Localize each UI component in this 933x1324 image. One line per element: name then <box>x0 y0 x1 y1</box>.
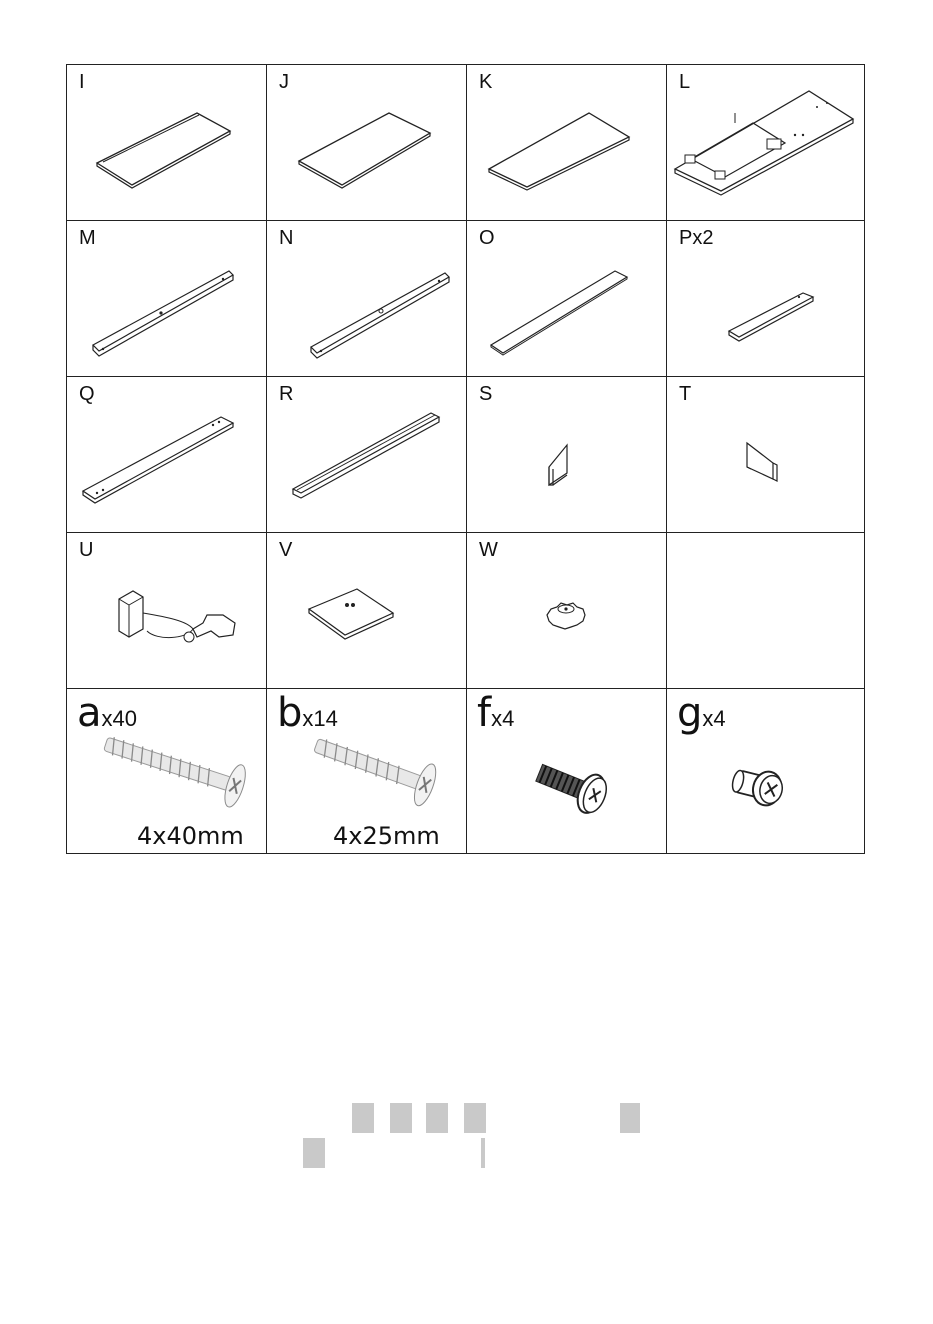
redacted-block <box>303 1138 325 1168</box>
hardware-letter: b <box>277 690 303 736</box>
part-label: O <box>479 227 495 249</box>
redacted-block <box>620 1103 640 1133</box>
frame-l-icon <box>667 65 865 221</box>
part-label: Px2 <box>679 227 714 249</box>
part-label: Q <box>79 383 95 405</box>
redacted-block <box>481 1138 485 1168</box>
plate-v-icon <box>267 533 467 689</box>
part-cell-n <box>267 221 467 377</box>
redacted-block <box>426 1103 448 1133</box>
part-cell-v <box>267 533 467 689</box>
hardware-size: 4x25mm <box>333 822 440 850</box>
bracket-t-icon <box>667 377 865 533</box>
bracket-s-icon <box>467 377 667 533</box>
part-cell-t <box>667 377 865 533</box>
board-o-icon <box>467 221 667 377</box>
rail-m-icon <box>67 221 267 377</box>
redacted-block <box>390 1103 412 1133</box>
part-cell-s <box>467 377 667 533</box>
control-box-u-icon <box>67 533 267 689</box>
hardware-qty: x4 <box>491 706 515 731</box>
knob-w-icon <box>467 533 667 689</box>
hardware-cell-g <box>667 689 865 854</box>
hardware-qty: x14 <box>302 706 338 731</box>
part-label: S <box>479 383 493 405</box>
part-label: N <box>279 227 294 249</box>
bolt-icon <box>467 689 667 854</box>
hardware-qty: x40 <box>101 706 137 731</box>
hardware-cell-a <box>67 689 267 854</box>
part-label: J <box>279 71 289 93</box>
part-cell-w <box>467 533 667 689</box>
hardware-letter: a <box>77 690 102 736</box>
redacted-block <box>352 1103 374 1133</box>
hardware-letter: g <box>677 690 703 736</box>
part-cell-q <box>67 377 267 533</box>
connector-screw-icon <box>667 689 865 854</box>
part-cell-u <box>67 533 267 689</box>
rail-n-icon <box>267 221 467 377</box>
panel-i-icon <box>67 65 267 221</box>
part-label: I <box>79 71 85 93</box>
part-label: K <box>479 71 493 93</box>
hardware-size: 4x40mm <box>137 822 244 850</box>
part-label: V <box>279 539 293 561</box>
rail-r-icon <box>267 377 467 533</box>
part-cell-empty <box>667 533 865 689</box>
panel-j-icon <box>267 65 467 221</box>
bar-p-icon <box>667 221 865 377</box>
part-cell-o <box>467 221 667 377</box>
hardware-cell-f <box>467 689 667 854</box>
hardware-qty: x4 <box>702 706 726 731</box>
part-label: U <box>79 539 94 561</box>
part-label: L <box>679 71 691 93</box>
part-label: M <box>79 227 96 249</box>
part-cell-i <box>67 65 267 221</box>
redacted-block <box>464 1103 486 1133</box>
part-cell-l <box>667 65 865 221</box>
parts-grid <box>66 64 865 854</box>
part-label: T <box>679 383 692 405</box>
part-label: R <box>279 383 294 405</box>
hardware-cell-b <box>267 689 467 854</box>
part-label: W <box>479 539 498 561</box>
part-cell-p <box>667 221 865 377</box>
panel-k-icon <box>467 65 667 221</box>
part-cell-j <box>267 65 467 221</box>
part-cell-k <box>467 65 667 221</box>
hardware-letter: f <box>477 690 492 736</box>
part-cell-m <box>67 221 267 377</box>
part-cell-r <box>267 377 467 533</box>
rail-q-icon <box>67 377 267 533</box>
